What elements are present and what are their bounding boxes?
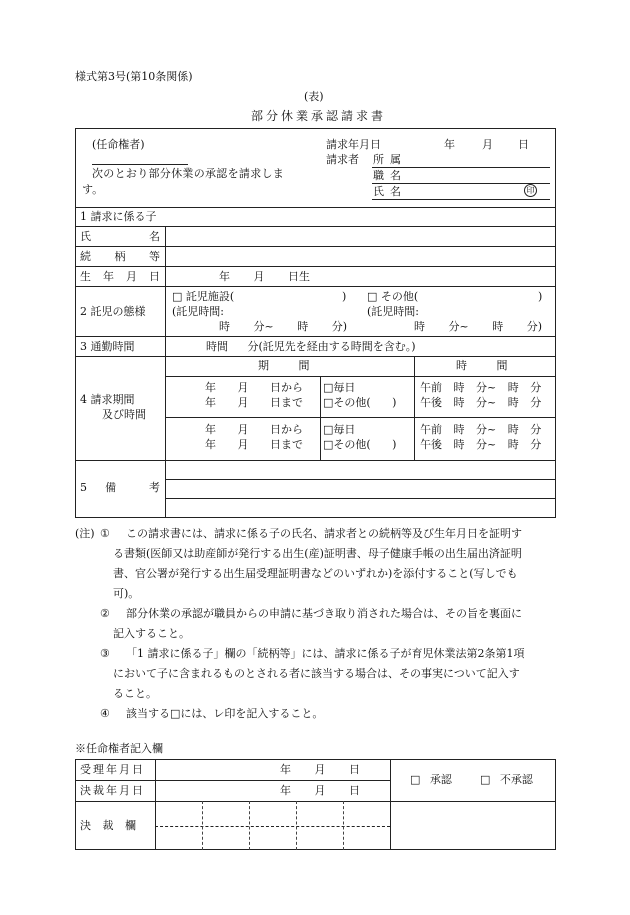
- affiliation-label: 所属: [373, 153, 407, 166]
- date-month: 月: [482, 138, 493, 151]
- note-line: 書、官公署が発行する出生届受理証明書などのいずれか)を添付すること(写しでも: [113, 567, 518, 580]
- note-number: ③: [100, 647, 110, 660]
- childcare-other-close: ): [538, 290, 543, 303]
- receipt-date-label: 受理年月日: [80, 763, 145, 776]
- note-line: 記入すること。: [113, 627, 190, 640]
- commute-time-label: 3 通勤時間: [80, 340, 135, 353]
- other-option[interactable]: □その他( ): [323, 396, 397, 409]
- remarks-label: 5 備 考: [80, 481, 160, 494]
- period-header: 期 間: [258, 359, 310, 372]
- pm-time-field[interactable]: 午後 時 分~ 時 分: [420, 438, 542, 451]
- note-line: ること。: [113, 687, 157, 700]
- childcare-other-option[interactable]: □ その他(: [367, 290, 419, 303]
- note-line: この請求書には、請求に係る子の氏名、請求者との続柄等及び生年月日を証明す: [126, 527, 522, 540]
- everyday-option[interactable]: □毎日: [323, 381, 356, 394]
- affiliation-field[interactable]: [372, 167, 550, 168]
- request-text-1: 次のとおり部分休業の承認を請求しま: [92, 167, 285, 180]
- note-line: 部分休業の承認が職員からの申請に基づき取り消された場合は、その旨を裏面に: [126, 607, 522, 620]
- childcare-time-left-label: (託児時間:: [172, 305, 224, 318]
- notes-prefix: (注): [75, 527, 95, 540]
- am-time-field[interactable]: 午前 時 分~ 時 分: [420, 381, 542, 394]
- section1-title: 1 請求に係る子: [80, 210, 157, 223]
- birth-date-field[interactable]: 年 月 日生: [219, 270, 310, 283]
- pm-time-field[interactable]: 午後 時 分~ 時 分: [420, 396, 542, 409]
- request-date-label: 請求年月日: [326, 138, 381, 151]
- everyday-option[interactable]: □毎日: [323, 423, 356, 436]
- authority-section-title: ※任命権者記入欄: [75, 742, 163, 755]
- approval-column-label: 決 裁 欄: [80, 819, 136, 832]
- child-name-field[interactable]: [170, 230, 550, 244]
- note-line: において子に含まれるものとされる者に該当する場合は、その事実について記入す: [113, 667, 520, 680]
- request-period-label: 4 請求期間: [80, 393, 135, 406]
- childcare-time-right-field[interactable]: 時 分~ 時 分): [414, 320, 542, 333]
- birth-date-label: 生 年 月 日: [80, 270, 160, 283]
- period-from[interactable]: 年 月 日から: [205, 381, 303, 394]
- requester-label: 請求者: [326, 153, 359, 166]
- childcare-time-left-field[interactable]: 時 分~ 時 分): [219, 320, 347, 333]
- note-number: ②: [100, 607, 110, 620]
- position-label: 職名: [373, 169, 407, 182]
- time-header: 時 間: [456, 359, 508, 372]
- note-line: 該当する□には、レ印を記入すること。: [126, 707, 324, 720]
- request-period-label-2: 及び時間: [102, 408, 146, 421]
- side-label: (表): [304, 90, 324, 103]
- document-title: 部分休業承認請求書: [251, 109, 387, 123]
- addressee-underline[interactable]: [92, 164, 188, 165]
- approve-checkbox[interactable]: □ 承認: [410, 773, 452, 786]
- childcare-facility-option[interactable]: □ 託児施設(: [172, 290, 235, 303]
- note-number: ①: [100, 527, 110, 540]
- period-to[interactable]: 年 月 日まで: [205, 438, 303, 451]
- addressee-label: (任命権者): [92, 138, 145, 151]
- note-line: 可)。: [113, 587, 140, 600]
- receipt-date-field[interactable]: 年 月 日: [280, 763, 360, 776]
- am-time-field[interactable]: 午前 時 分~ 時 分: [420, 423, 542, 436]
- decision-date-field[interactable]: 年 月 日: [280, 784, 360, 797]
- note-number: ④: [100, 707, 110, 720]
- note-line: る書類(医師又は助産師が発行する出生(産)証明書、母子健康手帳の出生届出済証明: [113, 547, 522, 560]
- commute-time-field[interactable]: 時間 分(託児先を経由する時間を含む。): [206, 340, 416, 353]
- relationship-field[interactable]: [170, 250, 550, 264]
- form-number: 様式第3号(第10条関係): [75, 70, 193, 83]
- disapprove-checkbox[interactable]: □ 不承認: [480, 773, 533, 786]
- remarks-field[interactable]: [166, 461, 555, 517]
- period-to[interactable]: 年 月 日まで: [205, 396, 303, 409]
- childcare-facility-close: ): [342, 290, 347, 303]
- date-day: 日: [518, 138, 529, 151]
- position-field[interactable]: [372, 183, 550, 184]
- request-text-2: す。: [82, 183, 104, 196]
- child-name-label: 氏 名: [80, 230, 160, 243]
- note-line: 「1 請求に係る子」欄の「続柄等」には、請求に係る子が育児休業法第2条第1項: [126, 647, 525, 660]
- decision-date-label: 決裁年月日: [80, 784, 145, 797]
- childcare-time-right-label: (託児時間:: [367, 305, 419, 318]
- name-field[interactable]: [372, 199, 550, 200]
- name-label: 氏名: [373, 185, 407, 198]
- relationship-label: 続 柄 等: [80, 250, 160, 263]
- other-option[interactable]: □その他( ): [323, 438, 397, 451]
- childcare-mode-label: 2 託児の態様: [80, 305, 146, 318]
- seal-icon: 印: [524, 184, 537, 197]
- date-year: 年: [444, 138, 455, 151]
- period-from[interactable]: 年 月 日から: [205, 423, 303, 436]
